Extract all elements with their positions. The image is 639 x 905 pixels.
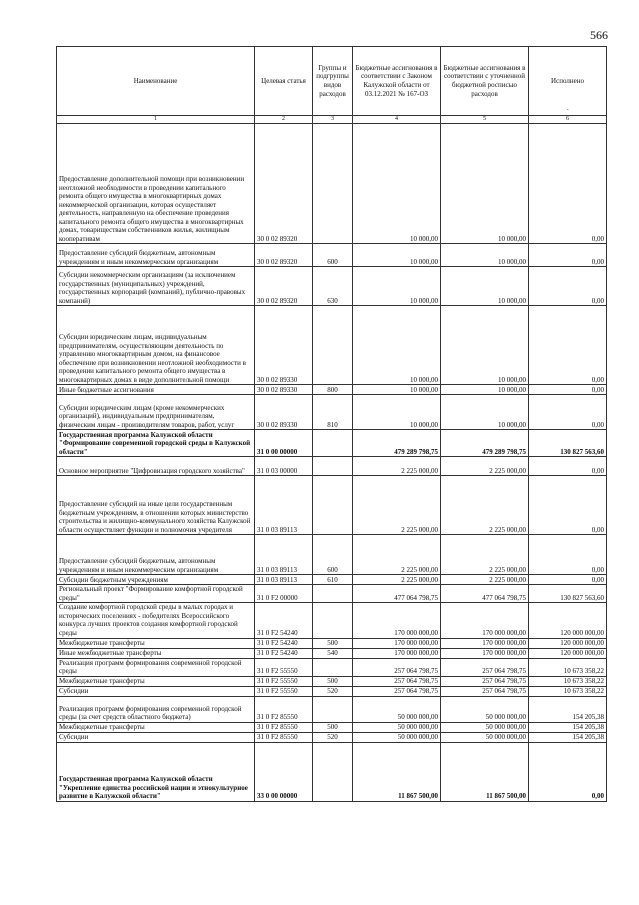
row-name: Основное мероприятие "Цифровизация городского хозяйства"	[57, 457, 255, 476]
row-expense-group	[313, 476, 353, 535]
column-index-2: 2	[255, 116, 313, 124]
row-executed-amount: 120 000 000,00	[529, 603, 607, 638]
row-name: Государственная программа Калужской области "Укрепление единства российской нации и этнокультурное развитие в Калужской области"	[57, 742, 255, 801]
row-name: Субсидии	[57, 732, 255, 742]
row-law-amount: 257 064 798,75	[353, 686, 441, 696]
table-row	[57, 575, 607, 585]
row-law-amount: 2 225 000,00	[353, 575, 441, 585]
row-refined-amount: 11 867 500,00	[441, 742, 529, 801]
row-refined-amount: 50 000 000,00	[441, 722, 529, 732]
column-index-1: 1	[57, 116, 255, 124]
row-executed-amount: 120 000 000,00	[529, 648, 607, 658]
row-refined-amount: 10 000,00	[441, 306, 529, 385]
table-row	[57, 638, 607, 648]
table-row	[57, 722, 607, 732]
row-executed-amount: 0,00	[529, 306, 607, 385]
row-law-amount: 170 000 000,00	[353, 648, 441, 658]
row-target-article: 31 0 F2 85550	[255, 732, 313, 742]
row-expense-group	[313, 658, 353, 676]
table-row	[57, 686, 607, 696]
table-row	[57, 385, 607, 395]
row-target-article: 31 0 00 00000	[255, 430, 313, 457]
row-target-article: 31 0 F2 54240	[255, 638, 313, 648]
row-name: Субсидии	[57, 686, 255, 696]
row-executed-amount: 10 673 358,22	[529, 686, 607, 696]
row-law-amount: 10 000,00	[353, 395, 441, 430]
row-refined-amount: 170 000 000,00	[441, 638, 529, 648]
row-expense-group: 500	[313, 676, 353, 686]
header-executed-mark: .	[567, 104, 569, 113]
row-expense-group	[313, 457, 353, 476]
row-name: Субсидии бюджетным учреждениям	[57, 575, 255, 585]
table-row	[57, 648, 607, 658]
row-name: Межбюджетные трансферты	[57, 638, 255, 648]
row-expense-group	[313, 603, 353, 638]
table-body	[57, 124, 607, 801]
table-row	[57, 430, 607, 457]
row-target-article: 30 0 02 89330	[255, 385, 313, 395]
row-law-amount: 50 000 000,00	[353, 722, 441, 732]
row-law-amount: 50 000 000,00	[353, 732, 441, 742]
header-executed-label: Исполнено	[551, 76, 584, 85]
row-executed-amount: 0,00	[529, 457, 607, 476]
row-executed-amount: 0,00	[529, 124, 607, 244]
row-law-amount: 2 225 000,00	[353, 457, 441, 476]
row-target-article: 31 0 03 89113	[255, 575, 313, 585]
row-refined-amount: 10 000,00	[441, 244, 529, 267]
row-target-article: 31 0 03 00000	[255, 457, 313, 476]
row-name: Межбюджетные трансферты	[57, 722, 255, 732]
table-row	[57, 244, 607, 267]
row-law-amount: 10 000,00	[353, 267, 441, 306]
row-law-amount: 10 000,00	[353, 124, 441, 244]
table-row	[57, 535, 607, 575]
row-name: Предоставление субсидий бюджетным, автономным учреждениям и иным некоммерческим организациям	[57, 535, 255, 575]
header-name: Наименование	[57, 47, 255, 116]
row-law-amount: 257 064 798,75	[353, 676, 441, 686]
row-name: Государственная программа Калужской области "Формирование современной городской среды в Калужской области"	[57, 430, 255, 457]
row-executed-amount: 0,00	[529, 476, 607, 535]
row-refined-amount: 2 225 000,00	[441, 575, 529, 585]
row-name: Иные бюджетные ассигнования	[57, 385, 255, 395]
row-name: Иные межбюджетные трансферты	[57, 648, 255, 658]
row-target-article: 30 0 02 89320	[255, 267, 313, 306]
row-expense-group: 800	[313, 385, 353, 395]
row-executed-amount: 130 827 563,60	[529, 585, 607, 603]
row-executed-amount: 154 205,38	[529, 696, 607, 722]
row-law-amount: 10 000,00	[353, 244, 441, 267]
row-target-article: 30 0 02 89330	[255, 395, 313, 430]
row-name: Создание комфортной городской среды в малых городах и исторических поселениях - победителях Всероссийского конкурса лучших проектов создания комфортной городской среды	[57, 603, 255, 638]
row-law-amount: 10 000,00	[353, 385, 441, 395]
row-expense-group	[313, 742, 353, 801]
row-expense-group: 630	[313, 267, 353, 306]
row-target-article: 31 0 F2 55550	[255, 676, 313, 686]
row-target-article: 31 0 F2 55550	[255, 658, 313, 676]
row-expense-group: 810	[313, 395, 353, 430]
header-law-appropriations: Бюджетные ассигнования в соответствии с Законом Калужской области от 03.12.2021 № 167-ОЗ	[353, 47, 441, 116]
row-name: Субсидии юридическим лицам, индивидуальным предпринимателям, осуществляющим деятельность по управлению многоквартирным домом, на финансовое обеспечение при возникновении неотложной необходимости в проведении капитального ремонта общего имущества в многоквартирных домах в виде дополнительной помощи	[57, 306, 255, 385]
row-name: Субсидии некоммерческим организациям (за исключением государственных (муниципальных) учреждений, государственных корпораций (компаний), публично-правовых компаний)	[57, 267, 255, 306]
row-name: Предоставление субсидий бюджетным, автономным учреждениям и иным некоммерческим организациям	[57, 244, 255, 267]
row-name: Региональный проект "Формирование комфортной городской среды"	[57, 585, 255, 603]
row-expense-group	[313, 585, 353, 603]
row-law-amount: 170 000 000,00	[353, 638, 441, 648]
row-executed-amount: 154 205,38	[529, 722, 607, 732]
page-number: 566	[590, 28, 608, 42]
row-target-article: 30 0 02 89320	[255, 244, 313, 267]
row-refined-amount: 477 064 798,75	[441, 585, 529, 603]
table-row	[57, 124, 607, 244]
row-expense-group	[313, 124, 353, 244]
table-row	[57, 457, 607, 476]
row-executed-amount: 120 000 000,00	[529, 638, 607, 648]
row-target-article: 31 0 03 89113	[255, 535, 313, 575]
row-expense-group: 520	[313, 732, 353, 742]
row-refined-amount: 257 064 798,75	[441, 676, 529, 686]
row-executed-amount: 0,00	[529, 575, 607, 585]
row-refined-amount: 479 289 798,75	[441, 430, 529, 457]
row-target-article: 33 0 00 00000	[255, 742, 313, 801]
row-law-amount: 477 064 798,75	[353, 585, 441, 603]
table-row	[57, 267, 607, 306]
row-law-amount: 50 000 000,00	[353, 696, 441, 722]
row-name: Реализация программ формирования современной городской среды	[57, 658, 255, 676]
row-law-amount: 2 225 000,00	[353, 535, 441, 575]
column-index-6: 6	[529, 116, 607, 124]
table-row	[57, 585, 607, 603]
column-index-3: 3	[313, 116, 353, 124]
row-name: Субсидии юридическим лицам (кроме некоммерческих организаций), индивидуальным предпринимателям, физическим лицам - производителям товаров, работ, услуг	[57, 395, 255, 430]
row-executed-amount: 130 827 563,60	[529, 430, 607, 457]
column-index-5: 5	[441, 116, 529, 124]
header-target-article: Целевая статья	[255, 47, 313, 116]
row-target-article: 31 0 F2 00000	[255, 585, 313, 603]
header-expense-groups: Группы и подгруппы видов расходов	[313, 47, 353, 116]
row-refined-amount: 50 000 000,00	[441, 732, 529, 742]
row-target-article: 31 0 F2 54240	[255, 603, 313, 638]
row-target-article: 31 0 F2 55550	[255, 686, 313, 696]
row-refined-amount: 257 064 798,75	[441, 658, 529, 676]
row-refined-amount: 10 000,00	[441, 385, 529, 395]
row-executed-amount: 0,00	[529, 385, 607, 395]
row-refined-amount: 2 225 000,00	[441, 535, 529, 575]
row-refined-amount: 170 000 000,00	[441, 603, 529, 638]
row-refined-amount: 2 225 000,00	[441, 476, 529, 535]
row-target-article: 31 0 F2 85550	[255, 722, 313, 732]
column-index-4: 4	[353, 116, 441, 124]
row-target-article: 31 0 03 89113	[255, 476, 313, 535]
row-name: Предоставление дополнительной помощи при возникновении неотложной необходимости в проведении капитального ремонта общего имущества в многоквартирных домах некоммерческой организации, которая осуществляет деятельность, направленную на обеспечение проведения капитального ремонта общего имущества в многоквартирных домах, товариществам собственников жилья, жилищным кооперативам	[57, 124, 255, 244]
row-refined-amount: 50 000 000,00	[441, 696, 529, 722]
row-name: Реализация программ формирования современной городской среды (за счет средств областного бюджета)	[57, 696, 255, 722]
row-expense-group: 540	[313, 648, 353, 658]
row-target-article: 30 0 02 89330	[255, 306, 313, 385]
row-expense-group: 520	[313, 686, 353, 696]
table-row	[57, 732, 607, 742]
row-expense-group: 610	[313, 575, 353, 585]
row-refined-amount: 170 000 000,00	[441, 648, 529, 658]
header-refined-appropriations: Бюджетные ассигнования в соответствии с уточненной бюджетной росписью расходов	[441, 47, 529, 116]
row-expense-group: 500	[313, 638, 353, 648]
row-law-amount: 10 000,00	[353, 306, 441, 385]
row-expense-group	[313, 696, 353, 722]
table-row	[57, 395, 607, 430]
table-row	[57, 676, 607, 686]
row-executed-amount: 10 673 358,22	[529, 676, 607, 686]
row-executed-amount: 10 673 358,22	[529, 658, 607, 676]
table-row	[57, 742, 607, 801]
row-refined-amount: 2 225 000,00	[441, 457, 529, 476]
table-row	[57, 696, 607, 722]
row-refined-amount: 10 000,00	[441, 267, 529, 306]
row-target-article: 31 0 F2 54240	[255, 648, 313, 658]
row-law-amount: 170 000 000,00	[353, 603, 441, 638]
table-row	[57, 476, 607, 535]
row-law-amount: 2 225 000,00	[353, 476, 441, 535]
row-name: Межбюджетные трансферты	[57, 676, 255, 686]
row-expense-group	[313, 306, 353, 385]
row-executed-amount: 0,00	[529, 742, 607, 801]
row-expense-group	[313, 430, 353, 457]
row-refined-amount: 10 000,00	[441, 124, 529, 244]
row-executed-amount: 0,00	[529, 267, 607, 306]
row-refined-amount: 10 000,00	[441, 395, 529, 430]
row-expense-group: 600	[313, 535, 353, 575]
row-law-amount: 257 064 798,75	[353, 658, 441, 676]
row-expense-group: 500	[313, 722, 353, 732]
row-law-amount: 11 867 500,00	[353, 742, 441, 801]
row-executed-amount: 0,00	[529, 244, 607, 267]
table-row	[57, 603, 607, 638]
row-executed-amount: 0,00	[529, 395, 607, 430]
row-target-article: 30 0 02 89320	[255, 124, 313, 244]
header-executed	[529, 47, 607, 116]
table-row	[57, 306, 607, 385]
row-refined-amount: 257 064 798,75	[441, 686, 529, 696]
row-executed-amount: 154 205,38	[529, 732, 607, 742]
row-expense-group: 600	[313, 244, 353, 267]
row-name: Предоставление субсидий на иные цели государственным бюджетным учреждениям, в отношении которых министерство строительства и жилищно-коммунального хозяйства Калужской области осуществляет функции и полномочия учредителя	[57, 476, 255, 535]
row-target-article: 31 0 F2 85550	[255, 696, 313, 722]
row-executed-amount: 0,00	[529, 535, 607, 575]
budget-table	[56, 46, 607, 802]
row-law-amount: 479 289 798,75	[353, 430, 441, 457]
table-row	[57, 658, 607, 676]
